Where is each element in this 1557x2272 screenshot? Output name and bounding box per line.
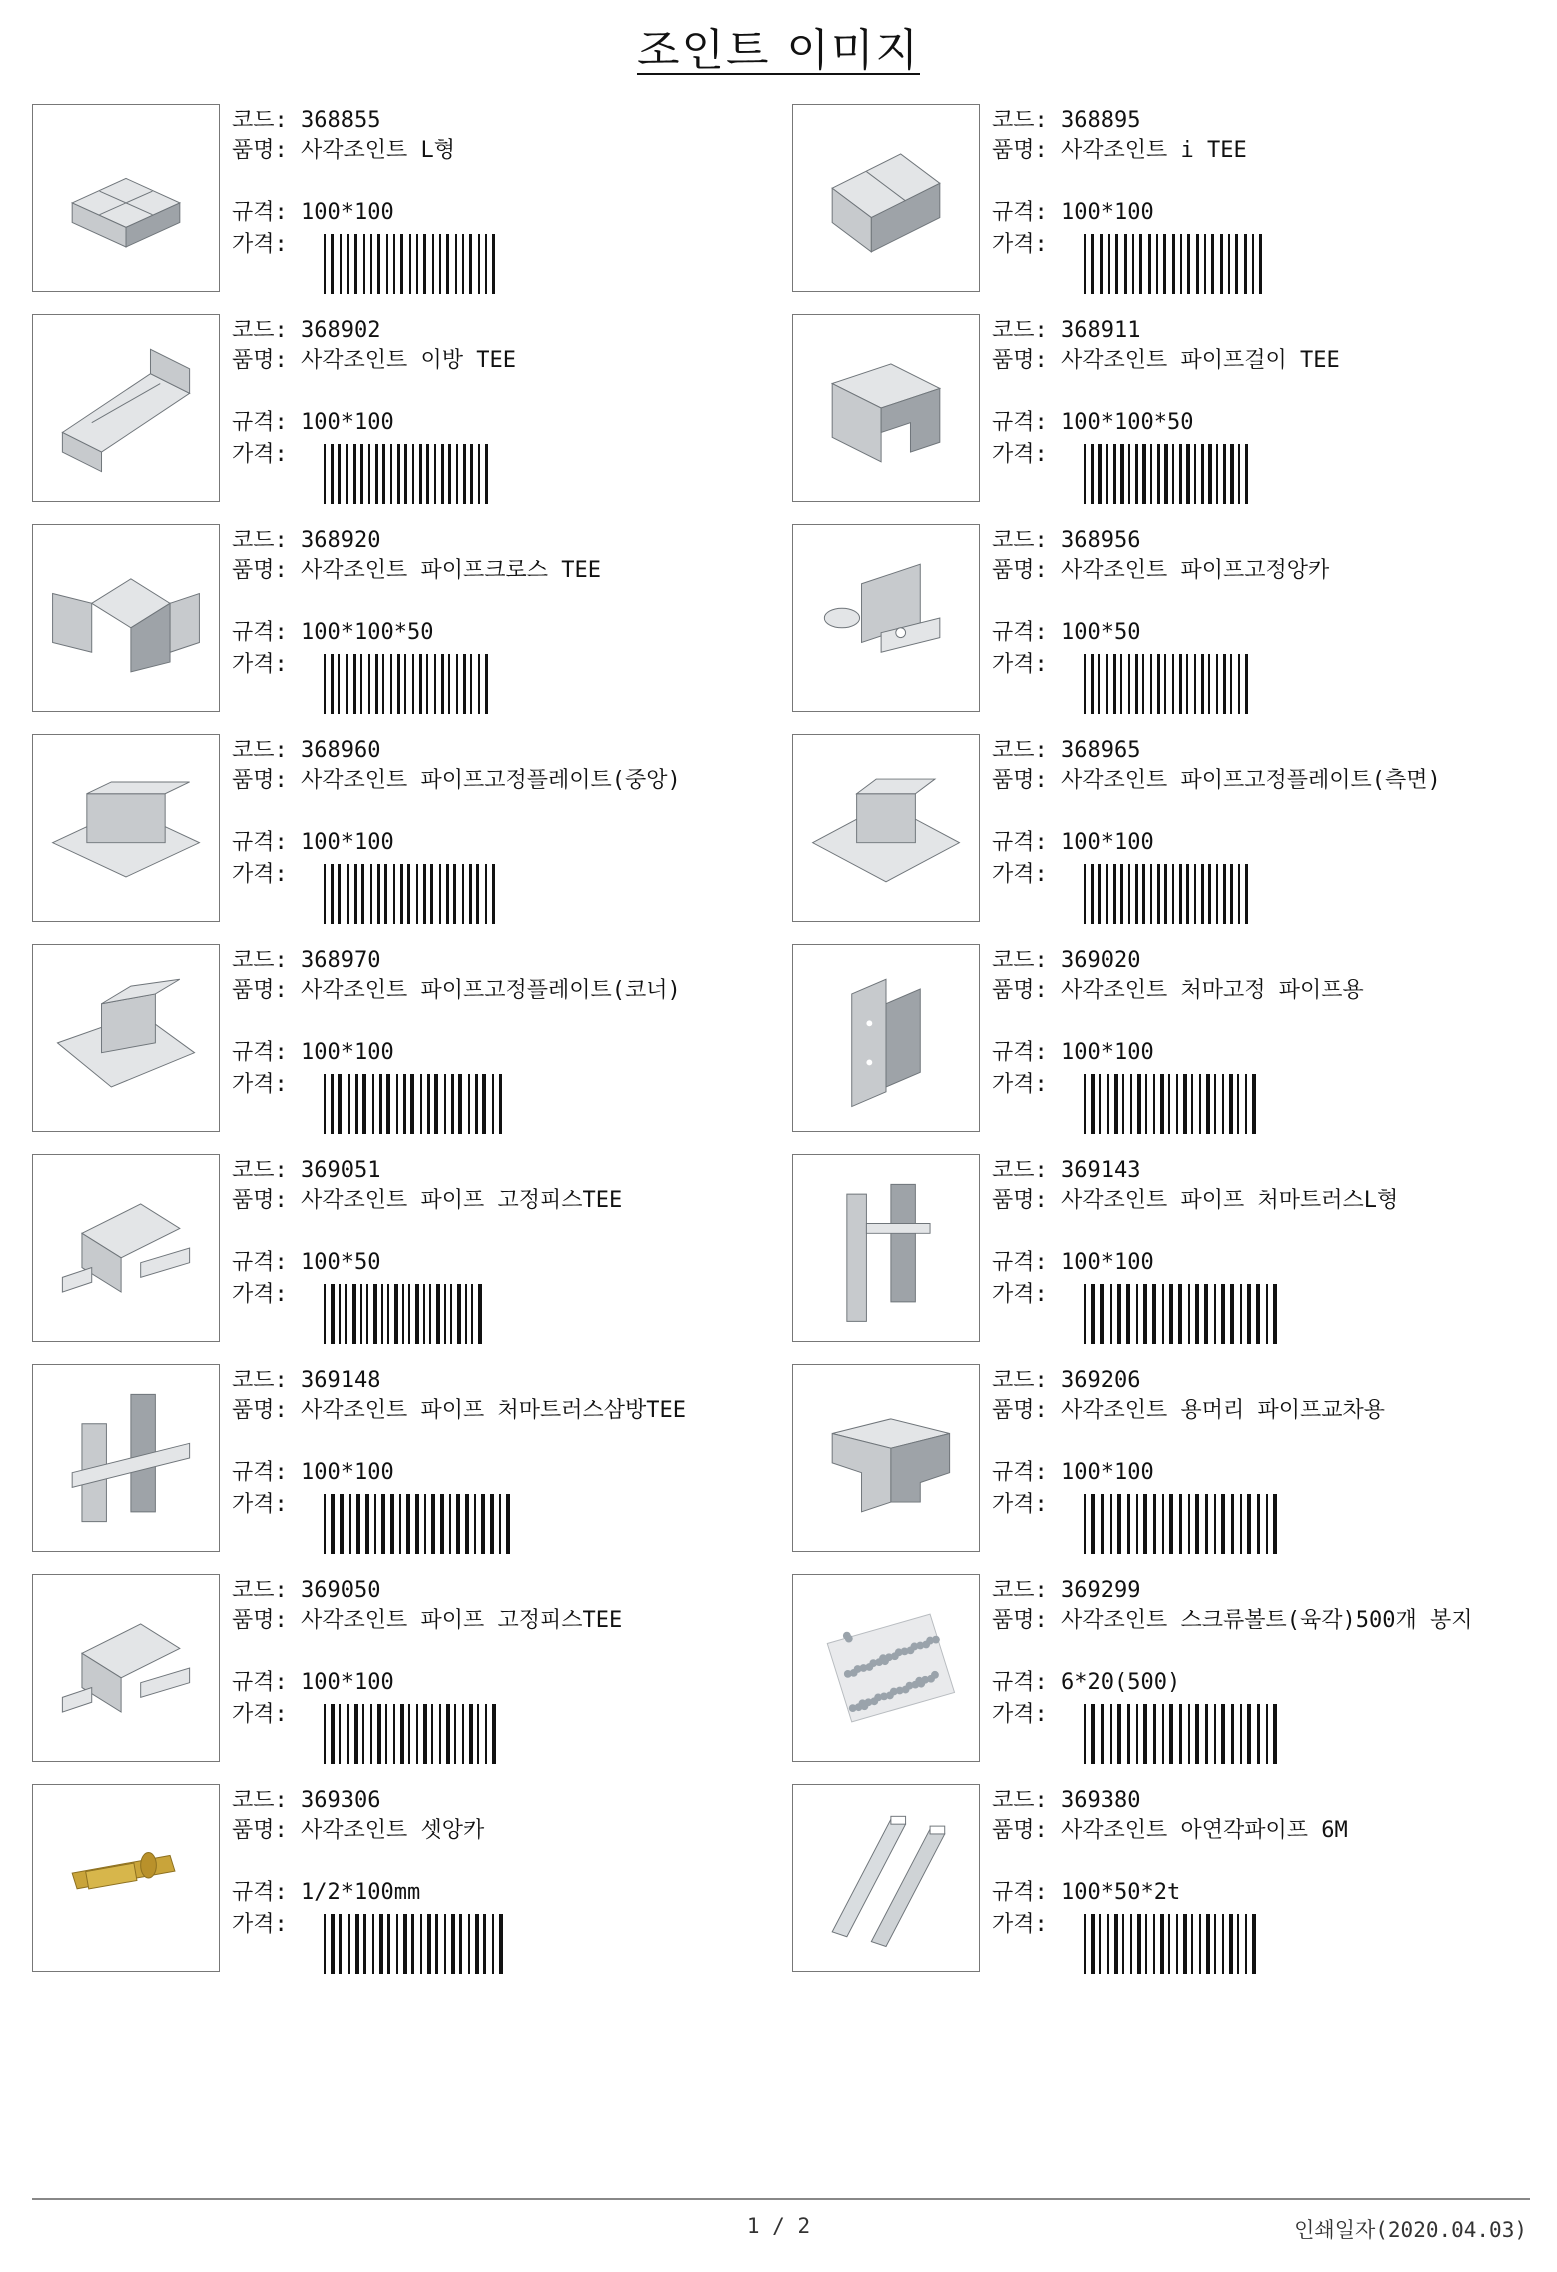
price-label: 가격:	[992, 1072, 1048, 1097]
product-name: 사각조인트 파이프 처마트러스삼방TEE	[301, 1398, 687, 1423]
name-label: 품명:	[232, 768, 288, 793]
barcode	[324, 1494, 574, 1554]
product-price-row	[232, 230, 301, 260]
code-label: 코드:	[232, 1368, 288, 1393]
product-spec: 100*100*50	[1061, 410, 1194, 435]
product-name: 사각조인트 파이프고정플레이트(측면)	[1061, 768, 1441, 793]
product-code: 369020	[1061, 948, 1141, 973]
product-code: 368911	[1061, 318, 1141, 343]
product-code-row	[992, 946, 1537, 976]
page-title: 조인트 이미지	[636, 25, 920, 76]
product-code-row	[232, 946, 777, 976]
price-label: 가격:	[992, 1282, 1048, 1307]
price-label: 가격:	[992, 442, 1048, 467]
price-label: 가격:	[992, 232, 1048, 257]
product-info	[992, 946, 1537, 1097]
code-label: 코드:	[992, 1158, 1048, 1183]
code-label: 코드:	[232, 738, 288, 763]
spec-label: 규격:	[992, 1250, 1048, 1275]
screw-bag-icon	[793, 1575, 979, 1761]
name-label: 품명:	[992, 348, 1048, 373]
product-spec: 100*100	[301, 1460, 394, 1485]
name-label: 품명:	[232, 138, 288, 163]
name-label: 품명:	[232, 558, 288, 583]
product-price-row	[232, 860, 301, 890]
product-spec: 100*100	[1061, 200, 1154, 225]
name-label: 품명:	[992, 1608, 1048, 1633]
product-code-row	[992, 736, 1537, 766]
product-image	[32, 314, 220, 502]
product-name: 사각조인트 파이프고정플레이트(중앙)	[301, 768, 681, 793]
name-label: 품명:	[992, 138, 1048, 163]
barcode	[1084, 234, 1334, 294]
product-name-row	[232, 346, 777, 376]
product-name-row	[992, 1186, 1537, 1216]
eave-bracket-icon	[793, 945, 979, 1131]
product-code-row	[992, 1156, 1537, 1186]
product-spec-row	[232, 1038, 394, 1068]
name-label: 품명:	[992, 978, 1048, 1003]
barcode	[1084, 864, 1334, 924]
product-name-row	[992, 1816, 1537, 1846]
product-card	[792, 1784, 1532, 1976]
product-spec-row	[232, 1248, 380, 1278]
product-name-row	[232, 136, 777, 166]
product-code: 368920	[301, 528, 381, 553]
product-info	[992, 106, 1537, 257]
product-info	[232, 106, 777, 257]
spec-label: 규격:	[992, 410, 1048, 435]
product-card	[792, 1154, 1532, 1346]
product-code-row	[232, 1366, 777, 1396]
product-spec: 100*100	[1061, 1250, 1154, 1275]
i-tee-icon	[793, 105, 979, 291]
product-name-row	[992, 766, 1537, 796]
footer-divider	[32, 2198, 1530, 2200]
product-name: 사각조인트 i TEE	[1061, 138, 1247, 163]
product-code: 369143	[1061, 1158, 1141, 1183]
name-label: 품명:	[232, 1818, 288, 1843]
spec-label: 규격:	[992, 1040, 1048, 1065]
product-image	[792, 314, 980, 502]
price-label: 가격:	[992, 652, 1048, 677]
price-label: 가격:	[992, 1702, 1048, 1727]
product-card	[32, 1154, 772, 1346]
product-info	[232, 1786, 777, 1937]
product-price-row	[992, 230, 1061, 260]
product-price-row	[992, 440, 1061, 470]
product-name: 사각조인트 파이프 고정피스TEE	[301, 1608, 623, 1633]
product-name: 사각조인트 파이프 고정피스TEE	[301, 1188, 623, 1213]
pipe-hanger-tee-icon	[793, 315, 979, 501]
print-date: 인쇄일자(2020.04.03)	[1294, 2218, 1527, 2242]
product-spec: 100*100	[301, 410, 394, 435]
product-image	[792, 1364, 980, 1552]
product-image	[32, 104, 220, 292]
product-code-row	[992, 1786, 1537, 1816]
code-label: 코드:	[232, 318, 288, 343]
price-label: 가격:	[232, 232, 288, 257]
product-name-row	[992, 346, 1537, 376]
product-code-row	[992, 106, 1537, 136]
product-image	[792, 1154, 980, 1342]
barcode	[324, 864, 574, 924]
set-anchor-icon	[33, 1785, 219, 1971]
code-label: 코드:	[992, 1368, 1048, 1393]
product-image	[32, 1154, 220, 1342]
product-spec: 100*100	[1061, 1040, 1154, 1065]
product-image	[32, 1574, 220, 1762]
pipe-cross-tee-icon	[33, 525, 219, 711]
product-code: 368855	[301, 108, 381, 133]
product-code-row	[232, 1786, 777, 1816]
product-image	[32, 524, 220, 712]
product-code-row	[992, 526, 1537, 556]
product-spec-row	[992, 828, 1154, 858]
product-image	[792, 104, 980, 292]
product-code-row	[992, 1366, 1537, 1396]
product-spec-row	[232, 828, 394, 858]
page-number: 1 / 2	[746, 2214, 811, 2238]
product-name: 사각조인트 이방 TEE	[301, 348, 516, 373]
price-label: 가격:	[232, 1072, 288, 1097]
barcode	[324, 1284, 574, 1344]
barcode	[1084, 444, 1334, 504]
product-card	[792, 314, 1532, 506]
pipe-anchor-icon	[793, 525, 979, 711]
plate-center-icon	[33, 735, 219, 921]
product-code-row	[232, 106, 777, 136]
price-label: 가격:	[232, 442, 288, 467]
product-code-row	[992, 1576, 1537, 1606]
product-name: 사각조인트 처마고정 파이프용	[1061, 978, 1364, 1003]
product-spec: 100*100	[301, 1670, 394, 1695]
product-spec-row	[992, 408, 1193, 438]
plate-corner-icon	[33, 945, 219, 1131]
product-image	[792, 1784, 980, 1972]
product-info	[232, 946, 777, 1097]
product-card	[32, 1784, 772, 1976]
product-name-row	[992, 1606, 1537, 1636]
fixing-tee-icon	[33, 1155, 219, 1341]
code-label: 코드:	[992, 1578, 1048, 1603]
code-label: 코드:	[992, 108, 1048, 133]
product-info	[232, 526, 777, 677]
product-spec: 100*50*2t	[1061, 1880, 1181, 1905]
product-name: 사각조인트 파이프고정앙카	[1061, 558, 1330, 583]
product-card	[792, 944, 1532, 1136]
product-spec-row	[232, 618, 433, 648]
product-spec-row	[232, 1458, 394, 1488]
product-info	[992, 1576, 1537, 1727]
spec-label: 규격:	[232, 830, 288, 855]
product-info	[232, 1156, 777, 1307]
code-label: 코드:	[232, 108, 288, 133]
barcode	[324, 1914, 574, 1974]
code-label: 코드:	[232, 1158, 288, 1183]
spec-label: 규격:	[992, 1670, 1048, 1695]
product-price-row	[992, 650, 1061, 680]
product-price-row	[232, 440, 301, 470]
product-spec: 100*100	[1061, 1460, 1154, 1485]
product-image	[792, 524, 980, 712]
product-name-row	[232, 556, 777, 586]
spec-label: 규격:	[992, 1880, 1048, 1905]
product-image	[792, 1574, 980, 1762]
name-label: 품명:	[992, 1398, 1048, 1423]
product-info	[992, 736, 1537, 887]
product-spec-row	[992, 1458, 1154, 1488]
product-name: 사각조인트 파이프고정플레이트(코너)	[301, 978, 681, 1003]
product-price-row	[992, 1700, 1061, 1730]
code-label: 코드:	[232, 948, 288, 973]
product-info	[232, 736, 777, 887]
square-pipe-icon	[793, 1785, 979, 1971]
name-label: 품명:	[232, 1608, 288, 1633]
price-label: 가격:	[992, 1492, 1048, 1517]
product-name-row	[992, 556, 1537, 586]
product-spec: 6*20(500)	[1061, 1670, 1181, 1695]
product-name: 사각조인트 아연각파이프 6M	[1061, 1818, 1348, 1843]
spec-label: 규격:	[232, 1670, 288, 1695]
product-name-row	[232, 1396, 777, 1426]
product-card	[32, 1364, 772, 1556]
ridge-cross-icon	[793, 1365, 979, 1551]
barcode	[324, 234, 574, 294]
spec-label: 규격:	[992, 620, 1048, 645]
product-card	[792, 734, 1532, 926]
price-label: 가격:	[232, 1282, 288, 1307]
barcode	[324, 444, 574, 504]
spec-label: 규격:	[232, 620, 288, 645]
product-spec-row	[992, 1878, 1180, 1908]
product-price-row	[992, 1910, 1061, 1940]
product-info	[232, 316, 777, 467]
price-label: 가격:	[232, 652, 288, 677]
product-info	[992, 1156, 1537, 1307]
product-name-row	[232, 1186, 777, 1216]
spec-label: 규격:	[992, 1460, 1048, 1485]
barcode	[324, 654, 574, 714]
price-label: 가격:	[232, 1912, 288, 1937]
product-price-row	[232, 650, 301, 680]
product-info	[992, 316, 1537, 467]
product-info	[232, 1366, 777, 1517]
truss-3way-icon	[33, 1365, 219, 1551]
product-image	[32, 1364, 220, 1552]
code-label: 코드:	[992, 738, 1048, 763]
product-price-row	[232, 1280, 301, 1310]
product-info	[992, 1786, 1537, 1937]
product-code-row	[232, 1156, 777, 1186]
product-name-row	[992, 976, 1537, 1006]
spec-label: 규격:	[232, 1040, 288, 1065]
product-name: 사각조인트 셋앙카	[301, 1818, 485, 1843]
barcode	[1084, 1074, 1334, 1134]
product-code-row	[232, 316, 777, 346]
product-name: 사각조인트 L형	[301, 138, 456, 163]
product-name: 사각조인트 파이프크로스 TEE	[301, 558, 601, 583]
barcode	[324, 1074, 574, 1134]
name-label: 품명:	[232, 978, 288, 1003]
spec-label: 규격:	[232, 410, 288, 435]
product-code: 369050	[301, 1578, 381, 1603]
product-spec: 100*100	[301, 1040, 394, 1065]
product-price-row	[992, 1280, 1061, 1310]
product-spec-row	[232, 408, 394, 438]
product-price-row	[232, 1700, 301, 1730]
name-label: 품명:	[232, 1188, 288, 1213]
name-label: 품명:	[232, 348, 288, 373]
product-code: 369380	[1061, 1788, 1141, 1813]
product-image	[792, 944, 980, 1132]
product-spec: 100*100	[1061, 830, 1154, 855]
truss-l-icon	[793, 1155, 979, 1341]
barcode	[1084, 1914, 1334, 1974]
product-spec: 100*50	[301, 1250, 381, 1275]
name-label: 품명:	[992, 768, 1048, 793]
product-card	[32, 734, 772, 926]
product-spec-row	[232, 1668, 394, 1698]
product-price-row	[232, 1910, 301, 1940]
product-code: 368895	[1061, 108, 1141, 133]
product-spec-row	[992, 1668, 1180, 1698]
product-name: 사각조인트 파이프걸이 TEE	[1061, 348, 1340, 373]
product-name: 사각조인트 용머리 파이프교차용	[1061, 1398, 1386, 1423]
product-card	[792, 104, 1532, 296]
barcode	[1084, 1284, 1334, 1344]
product-name-row	[992, 1396, 1537, 1426]
name-label: 품명:	[992, 1188, 1048, 1213]
product-code: 368965	[1061, 738, 1141, 763]
code-label: 코드:	[992, 318, 1048, 343]
product-info	[992, 1366, 1537, 1517]
product-spec: 100*100	[301, 830, 394, 855]
product-price-row	[992, 1070, 1061, 1100]
product-price-row	[992, 860, 1061, 890]
name-label: 품명:	[992, 1818, 1048, 1843]
product-code: 368960	[301, 738, 381, 763]
product-spec: 100*100*50	[301, 620, 434, 645]
code-label: 코드:	[992, 1788, 1048, 1813]
product-code: 369306	[301, 1788, 381, 1813]
product-card	[32, 524, 772, 716]
product-card	[32, 944, 772, 1136]
product-code-row	[232, 736, 777, 766]
product-code: 368970	[301, 948, 381, 973]
spec-label: 규격:	[992, 830, 1048, 855]
product-spec: 100*100	[301, 200, 394, 225]
product-spec-row	[992, 1248, 1154, 1278]
product-spec-row	[232, 1878, 420, 1908]
price-label: 가격:	[232, 1702, 288, 1727]
product-name-row	[992, 136, 1537, 166]
product-info	[992, 526, 1537, 677]
product-code-row	[232, 1576, 777, 1606]
product-image	[792, 734, 980, 922]
product-spec: 100*50	[1061, 620, 1141, 645]
code-label: 코드:	[232, 1578, 288, 1603]
product-code-row	[992, 316, 1537, 346]
product-name: 사각조인트 파이프 처마트러스L형	[1061, 1188, 1399, 1213]
barcode	[1084, 1704, 1334, 1764]
product-code: 369206	[1061, 1368, 1141, 1393]
product-spec: 1/2*100mm	[301, 1880, 421, 1905]
code-label: 코드:	[992, 528, 1048, 553]
product-name-row	[232, 976, 777, 1006]
product-spec-row	[232, 198, 394, 228]
code-label: 코드:	[232, 1788, 288, 1813]
product-card	[32, 1574, 772, 1766]
product-image	[32, 1784, 220, 1972]
product-card	[32, 104, 772, 296]
product-code: 369299	[1061, 1578, 1141, 1603]
barcode	[324, 1704, 574, 1764]
product-card	[32, 314, 772, 506]
product-card	[792, 1364, 1532, 1556]
product-spec-row	[992, 1038, 1154, 1068]
product-code: 369148	[301, 1368, 381, 1393]
price-label: 가격:	[232, 1492, 288, 1517]
barcode	[1084, 654, 1334, 714]
product-name: 사각조인트 스크류볼트(육각)500개 봉지	[1061, 1608, 1473, 1633]
product-image	[32, 944, 220, 1132]
product-code: 369051	[301, 1158, 381, 1183]
product-image	[32, 734, 220, 922]
product-price-row	[232, 1070, 301, 1100]
product-card	[792, 1574, 1532, 1766]
spec-label: 규격:	[232, 1460, 288, 1485]
two-way-tee-icon	[33, 315, 219, 501]
product-spec-row	[992, 198, 1154, 228]
product-price-row	[992, 1490, 1061, 1520]
product-name-row	[232, 1816, 777, 1846]
product-spec-row	[992, 618, 1140, 648]
price-label: 가격:	[992, 1912, 1048, 1937]
price-label: 가격:	[232, 862, 288, 887]
product-card	[792, 524, 1532, 716]
product-name-row	[232, 1606, 777, 1636]
name-label: 품명:	[992, 558, 1048, 583]
code-label: 코드:	[232, 528, 288, 553]
price-label: 가격:	[992, 862, 1048, 887]
l-joint-icon	[33, 105, 219, 291]
barcode	[1084, 1494, 1334, 1554]
spec-label: 규격:	[992, 200, 1048, 225]
spec-label: 규격:	[232, 1880, 288, 1905]
product-name-row	[232, 766, 777, 796]
fixing-tee-icon	[33, 1575, 219, 1761]
plate-side-icon	[793, 735, 979, 921]
product-code: 368956	[1061, 528, 1141, 553]
code-label: 코드:	[992, 948, 1048, 973]
product-code-row	[232, 526, 777, 556]
product-code: 368902	[301, 318, 381, 343]
product-price-row	[232, 1490, 301, 1520]
spec-label: 규격:	[232, 200, 288, 225]
product-info	[232, 1576, 777, 1727]
spec-label: 규격:	[232, 1250, 288, 1275]
name-label: 품명:	[232, 1398, 288, 1423]
